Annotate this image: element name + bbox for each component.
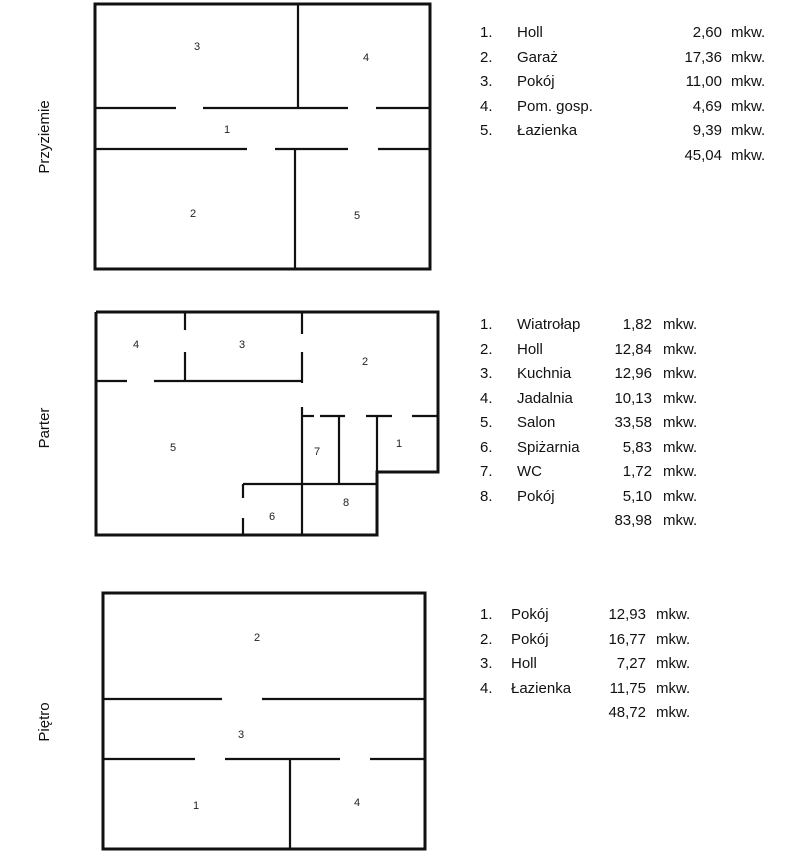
room-unit: mkw. [663,389,698,407]
table-row [0,628,800,652]
total-row [0,509,800,533]
room-number: 1. [480,316,493,333]
room-area: 5,83 [622,438,652,456]
room-label: 2 [253,632,261,644]
room-label: 5 [169,442,177,454]
total-unit: mkw. [731,146,766,164]
room-unit: mkw. [731,97,766,115]
table-row [0,485,800,509]
room-name: Spiżarnia [517,438,580,456]
room-unit: mkw. [663,340,698,358]
room-area: 2,60 [692,24,722,41]
room-unit: mkw. [656,606,691,623]
room-number: 8. [480,487,493,505]
room-number: 1. [480,606,493,623]
table-row [0,362,800,386]
room-unit: mkw. [731,73,766,90]
room-area: 5,10 [622,487,652,505]
room-label: 8 [342,497,350,509]
room-number: 5. [480,122,493,139]
table-row [0,436,800,460]
room-name: Wiatrołap [517,316,581,333]
total-area: 83,98 [614,512,652,529]
total-area: 45,04 [684,146,722,164]
room-name: Pokój [511,630,549,648]
room-number: 3. [480,365,493,382]
room-number: 4. [480,97,493,115]
room-area: 1,82 [622,316,652,333]
room-name: Garaż [517,48,558,66]
room-area: 11,00 [685,73,722,90]
table-row [0,313,800,337]
room-name: Holl [517,24,543,41]
room-number: 3. [480,73,493,90]
table-row [0,46,800,70]
room-unit: mkw. [656,679,691,697]
room-number: 4. [480,679,493,697]
room-name: Jadalnia [517,389,573,407]
room-label: 3 [237,729,245,741]
room-number: 7. [480,463,493,480]
table-row [0,70,800,94]
room-number: 6. [480,438,493,456]
room-name: WC [517,463,542,480]
room-label: 5 [353,210,361,222]
room-name: Pom. gosp. [517,97,593,115]
room-unit: mkw. [656,630,691,648]
room-unit: mkw. [663,463,698,480]
room-number: 2. [480,630,493,648]
room-label: 6 [268,511,276,523]
room-label: 3 [238,339,246,351]
room-label: 1 [395,438,403,450]
table-row [0,119,800,143]
room-area: 12,96 [614,365,652,382]
room-name: Pokój [517,73,555,90]
table-row [0,95,800,119]
room-area: 11,75 [609,679,646,697]
room-unit: mkw. [663,414,698,431]
room-label: 4 [353,797,361,809]
room-label: 1 [223,124,231,136]
room-label: 7 [313,446,321,458]
room-area: 1,72 [622,463,652,480]
room-area: 4,69 [692,97,722,115]
room-label: 4 [362,52,370,64]
room-unit: mkw. [731,48,766,66]
total-row [0,701,800,725]
table-row [0,387,800,411]
room-area: 7,27 [616,655,646,672]
room-label: 2 [361,356,369,368]
room-number: 2. [480,48,493,66]
table-row [0,411,800,435]
level-label: Piętro [36,702,53,742]
room-number: 2. [480,340,493,358]
room-name: Salon [517,414,556,431]
table-row [0,338,800,362]
room-unit: mkw. [731,122,766,139]
room-label: 3 [193,41,201,53]
total-area: 48,72 [608,704,646,721]
room-name: Pokój [511,606,549,623]
room-label: 2 [189,208,197,220]
room-name: Kuchnia [517,365,572,382]
room-area: 10,13 [614,389,652,407]
room-area: 12,93 [608,606,646,623]
room-area: 16,77 [608,630,646,648]
table-row [0,603,800,627]
room-area: 9,39 [692,122,722,139]
room-area: 17,36 [684,48,722,66]
room-unit: mkw. [663,438,698,456]
room-unit: mkw. [663,316,698,333]
room-area: 12,84 [614,340,652,358]
table-row [0,21,800,45]
total-unit: mkw. [656,704,691,721]
room-number: 1. [480,24,493,41]
table-row [0,652,800,676]
room-name: Pokój [517,487,555,505]
room-name: Holl [517,340,543,358]
room-name: Łazienka [511,679,572,697]
table-row [0,677,800,701]
room-unit: mkw. [656,655,691,672]
room-number: 3. [480,655,493,672]
total-unit: mkw. [663,512,698,529]
room-area: 33,58 [614,414,652,431]
table-row [0,460,800,484]
total-row [0,144,800,168]
level-label: Przyziemie [36,100,53,174]
room-name: Łazienka [517,122,578,139]
room-unit: mkw. [731,24,766,41]
room-number: 4. [480,389,493,407]
room-label: 1 [192,800,200,812]
room-unit: mkw. [663,487,698,505]
level-label: Parter [36,407,53,449]
room-unit: mkw. [663,365,698,382]
room-name: Holl [511,655,537,672]
room-label: 4 [132,339,140,351]
room-number: 5. [480,414,493,431]
